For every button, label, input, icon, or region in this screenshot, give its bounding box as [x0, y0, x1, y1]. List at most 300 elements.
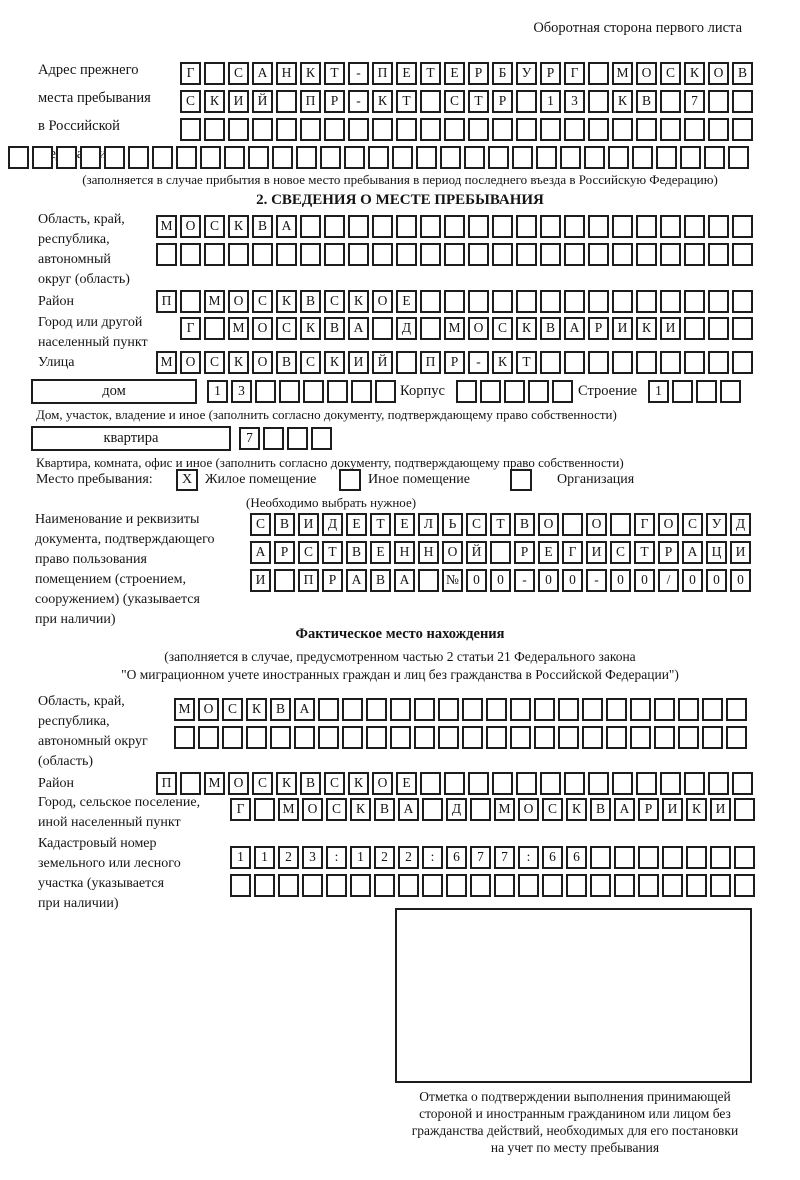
- label-line: населенный пункт: [38, 335, 148, 350]
- char-cell: Ь: [442, 513, 463, 536]
- char-cell: [734, 798, 755, 821]
- char-cell: С: [466, 513, 487, 536]
- char-cell: [590, 846, 611, 869]
- label-line: помещением (строением,: [35, 572, 186, 587]
- char-cell: 0: [706, 569, 727, 592]
- char-cell: [438, 726, 459, 749]
- actual-location-note: [0, 648, 800, 684]
- char-cell: [80, 146, 101, 169]
- char-cell: К: [516, 317, 537, 340]
- actual-region-row-1: [174, 698, 747, 721]
- char-cell: -: [348, 90, 369, 113]
- char-cell: 0: [562, 569, 583, 592]
- char-cell: [200, 146, 221, 169]
- char-cell: [564, 243, 585, 266]
- char-cell: [492, 243, 513, 266]
- char-cell: [494, 874, 515, 897]
- char-cell: [204, 317, 225, 340]
- char-cell: Р: [658, 541, 679, 564]
- char-cell: П: [298, 569, 319, 592]
- char-cell: [398, 874, 419, 897]
- char-cell: Р: [468, 62, 489, 85]
- char-cell: С: [252, 290, 273, 313]
- char-cell: [272, 146, 293, 169]
- actual-settlement-row: [230, 798, 755, 821]
- char-cell: Н: [394, 541, 415, 564]
- char-cell: [558, 726, 579, 749]
- char-cell: С: [610, 541, 631, 564]
- stroenie-cells: [648, 380, 741, 403]
- char-cell: И: [662, 798, 683, 821]
- char-cell: [444, 290, 465, 313]
- char-cell: [422, 874, 443, 897]
- char-cell: [660, 243, 681, 266]
- char-cell: У: [706, 513, 727, 536]
- char-cell: [560, 146, 581, 169]
- char-cell: [372, 243, 393, 266]
- char-cell: [566, 874, 587, 897]
- char-cell: [420, 317, 441, 340]
- char-cell: [156, 243, 177, 266]
- char-cell: Р: [514, 541, 535, 564]
- char-cell: Е: [538, 541, 559, 564]
- char-cell: 0: [634, 569, 655, 592]
- char-cell: Т: [396, 90, 417, 113]
- char-cell: [180, 772, 201, 795]
- label-line: право пользования: [35, 552, 147, 567]
- prev-address-row-4: [8, 146, 749, 169]
- char-cell: [636, 215, 657, 238]
- char-cell: А: [252, 62, 273, 85]
- char-cell: Р: [588, 317, 609, 340]
- char-cell: [486, 698, 507, 721]
- char-cell: [462, 726, 483, 749]
- char-cell: [708, 215, 729, 238]
- char-cell: [606, 726, 627, 749]
- char-cell: [662, 846, 683, 869]
- char-cell: [420, 118, 441, 141]
- label-line: Адрес прежнего: [38, 62, 139, 78]
- char-cell: К: [566, 798, 587, 821]
- char-cell: [254, 798, 275, 821]
- char-cell: [654, 698, 675, 721]
- stay-option-checkbox-residential: X: [176, 469, 198, 491]
- char-cell: [606, 698, 627, 721]
- char-cell: М: [444, 317, 465, 340]
- char-cell: [540, 243, 561, 266]
- char-cell: [348, 215, 369, 238]
- char-cell: 7: [239, 427, 260, 450]
- char-cell: П: [300, 90, 321, 113]
- char-cell: [366, 726, 387, 749]
- char-cell: [612, 243, 633, 266]
- stay-option-checkbox-other: [339, 469, 361, 491]
- char-cell: [684, 243, 705, 266]
- char-cell: Г: [180, 317, 201, 340]
- char-cell: [416, 146, 437, 169]
- char-cell: О: [538, 513, 559, 536]
- char-cell: С: [204, 351, 225, 374]
- stay-option-label-residential: Жилое помещение: [205, 472, 317, 487]
- char-cell: [396, 215, 417, 238]
- char-cell: 7: [494, 846, 515, 869]
- char-cell: [396, 351, 417, 374]
- char-cell: -: [586, 569, 607, 592]
- char-cell: О: [636, 62, 657, 85]
- char-cell: К: [686, 798, 707, 821]
- char-cell: [726, 698, 747, 721]
- char-cell: О: [198, 698, 219, 721]
- stroenie-label: Строение: [578, 383, 638, 399]
- char-cell: Г: [230, 798, 251, 821]
- char-cell: Й: [466, 541, 487, 564]
- char-cell: [662, 874, 683, 897]
- char-cell: [732, 351, 753, 374]
- actual-district-row: [156, 772, 753, 795]
- label-line: гражданства действий, необходимых для его постановки: [411, 1123, 739, 1138]
- char-cell: [654, 726, 675, 749]
- char-cell: О: [518, 798, 539, 821]
- char-cell: -: [514, 569, 535, 592]
- label-line: документа, подтверждающего: [35, 532, 215, 547]
- char-cell: [684, 772, 705, 795]
- char-cell: [612, 290, 633, 313]
- confirmation-stamp-area: [395, 908, 752, 1083]
- char-cell: [536, 146, 557, 169]
- char-cell: Р: [638, 798, 659, 821]
- korpus-label: Корпус: [400, 383, 445, 399]
- char-cell: Г: [562, 541, 583, 564]
- char-cell: [180, 243, 201, 266]
- char-cell: [720, 380, 741, 403]
- char-cell: В: [270, 698, 291, 721]
- char-cell: 6: [542, 846, 563, 869]
- char-cell: [708, 772, 729, 795]
- char-cell: 1: [540, 90, 561, 113]
- char-cell: [318, 698, 339, 721]
- char-cell: [582, 726, 603, 749]
- char-cell: О: [252, 317, 273, 340]
- ownership-doc-row-2: [250, 541, 751, 564]
- char-cell: [128, 146, 149, 169]
- char-cell: [510, 698, 531, 721]
- char-cell: [204, 243, 225, 266]
- char-cell: В: [252, 215, 273, 238]
- char-cell: 1: [254, 846, 275, 869]
- char-cell: [630, 726, 651, 749]
- label-line: земельного или лесного: [38, 856, 181, 871]
- char-cell: М: [156, 215, 177, 238]
- char-cell: [303, 380, 324, 403]
- char-cell: [516, 243, 537, 266]
- char-cell: С: [204, 215, 225, 238]
- label-line: Город или другой: [38, 315, 143, 330]
- char-cell: [444, 772, 465, 795]
- char-cell: О: [180, 351, 201, 374]
- label-line: при наличии): [35, 612, 116, 627]
- char-cell: [228, 243, 249, 266]
- char-cell: Л: [418, 513, 439, 536]
- char-cell: К: [300, 317, 321, 340]
- house-number-cells: [207, 380, 396, 403]
- char-cell: Р: [324, 90, 345, 113]
- char-cell: М: [228, 317, 249, 340]
- char-cell: [263, 427, 284, 450]
- char-cell: [324, 118, 345, 141]
- label-line: республика,: [38, 232, 110, 247]
- char-cell: [588, 215, 609, 238]
- char-cell: Т: [634, 541, 655, 564]
- char-cell: П: [420, 351, 441, 374]
- char-cell: [180, 118, 201, 141]
- korpus-cells: [456, 380, 573, 403]
- char-cell: [468, 215, 489, 238]
- char-cell: [228, 118, 249, 141]
- char-cell: А: [346, 569, 367, 592]
- char-cell: [396, 243, 417, 266]
- char-cell: :: [326, 846, 347, 869]
- char-cell: О: [180, 215, 201, 238]
- label-line: республика,: [38, 714, 110, 729]
- cadastral-row-1: [230, 846, 755, 869]
- char-cell: [342, 698, 363, 721]
- char-cell: К: [246, 698, 267, 721]
- char-cell: О: [586, 513, 607, 536]
- char-cell: А: [682, 541, 703, 564]
- char-cell: [660, 90, 681, 113]
- char-cell: [696, 380, 717, 403]
- char-cell: К: [276, 772, 297, 795]
- label-line: Отметка о подтверждении выполнения принимающей: [419, 1089, 731, 1104]
- char-cell: К: [228, 351, 249, 374]
- char-cell: В: [370, 569, 391, 592]
- char-cell: 1: [648, 380, 669, 403]
- char-cell: [686, 874, 707, 897]
- char-cell: Г: [634, 513, 655, 536]
- char-cell: [392, 146, 413, 169]
- label-line: автономный округ: [38, 734, 148, 749]
- char-cell: [562, 513, 583, 536]
- char-cell: [486, 726, 507, 749]
- char-cell: [462, 698, 483, 721]
- char-cell: [684, 317, 705, 340]
- label-line: Наименование и реквизиты: [35, 512, 200, 527]
- district-label: Район: [38, 294, 74, 309]
- char-cell: [534, 726, 555, 749]
- char-cell: М: [494, 798, 515, 821]
- char-cell: [198, 726, 219, 749]
- label-line: Область, край,: [38, 694, 125, 709]
- apartment-cells: [239, 427, 332, 450]
- char-cell: К: [612, 90, 633, 113]
- char-cell: [678, 698, 699, 721]
- char-cell: О: [228, 290, 249, 313]
- label-line: в Российской: [38, 118, 120, 134]
- char-cell: [366, 698, 387, 721]
- char-cell: И: [730, 541, 751, 564]
- char-cell: [512, 146, 533, 169]
- char-cell: [638, 846, 659, 869]
- char-cell: [678, 726, 699, 749]
- actual-location-title: Фактическое место нахождения: [295, 626, 505, 642]
- char-cell: №: [442, 569, 463, 592]
- city-label: [38, 313, 148, 353]
- stay-option-checkbox-organization: [510, 469, 532, 491]
- char-cell: Р: [274, 541, 295, 564]
- char-cell: [588, 243, 609, 266]
- char-cell: А: [394, 569, 415, 592]
- char-cell: [588, 290, 609, 313]
- char-cell: [516, 118, 537, 141]
- char-cell: С: [326, 798, 347, 821]
- char-cell: [470, 874, 491, 897]
- char-cell: [588, 351, 609, 374]
- char-cell: [230, 874, 251, 897]
- char-cell: К: [492, 351, 513, 374]
- label-line: Область, край,: [38, 212, 125, 227]
- label-line: на учет по месту пребывания: [490, 1140, 660, 1155]
- char-cell: [348, 118, 369, 141]
- char-cell: [702, 726, 723, 749]
- char-cell: Н: [276, 62, 297, 85]
- char-cell: [564, 290, 585, 313]
- char-cell: [732, 290, 753, 313]
- char-cell: [726, 726, 747, 749]
- char-cell: [534, 698, 555, 721]
- char-cell: [516, 772, 537, 795]
- district-row: [156, 290, 753, 313]
- char-cell: Е: [396, 772, 417, 795]
- char-cell: Р: [322, 569, 343, 592]
- char-cell: [440, 146, 461, 169]
- char-cell: [588, 62, 609, 85]
- char-cell: [324, 243, 345, 266]
- char-cell: Е: [370, 541, 391, 564]
- char-cell: С: [228, 62, 249, 85]
- char-cell: [252, 243, 273, 266]
- char-cell: А: [398, 798, 419, 821]
- char-cell: [224, 146, 245, 169]
- char-cell: Й: [372, 351, 393, 374]
- char-cell: 2: [398, 846, 419, 869]
- char-cell: [492, 772, 513, 795]
- char-cell: [276, 118, 297, 141]
- char-cell: [420, 290, 441, 313]
- char-cell: Е: [396, 62, 417, 85]
- char-cell: [614, 846, 635, 869]
- char-cell: 1: [230, 846, 251, 869]
- char-cell: Д: [396, 317, 417, 340]
- label-line: участка (указывается: [38, 876, 165, 891]
- char-cell: [180, 290, 201, 313]
- label-line: места пребывания: [38, 90, 151, 106]
- char-cell: [468, 243, 489, 266]
- char-cell: [584, 146, 605, 169]
- char-cell: Н: [418, 541, 439, 564]
- char-cell: [610, 513, 631, 536]
- char-cell: [702, 698, 723, 721]
- char-cell: Е: [346, 513, 367, 536]
- char-cell: [686, 846, 707, 869]
- char-cell: М: [612, 62, 633, 85]
- char-cell: [660, 351, 681, 374]
- char-cell: А: [276, 215, 297, 238]
- char-cell: Т: [516, 351, 537, 374]
- char-cell: [516, 215, 537, 238]
- char-cell: О: [372, 772, 393, 795]
- region-row-1: [156, 215, 753, 238]
- char-cell: [488, 146, 509, 169]
- char-cell: [590, 874, 611, 897]
- char-cell: В: [514, 513, 535, 536]
- actual-settlement-label: [38, 793, 200, 833]
- char-cell: Й: [252, 90, 273, 113]
- char-cell: И: [612, 317, 633, 340]
- char-cell: [612, 772, 633, 795]
- char-cell: К: [372, 90, 393, 113]
- char-cell: [492, 215, 513, 238]
- char-cell: О: [708, 62, 729, 85]
- char-cell: Г: [564, 62, 585, 85]
- char-cell: [302, 874, 323, 897]
- char-cell: А: [348, 317, 369, 340]
- char-cell: :: [518, 846, 539, 869]
- char-cell: [375, 380, 396, 403]
- char-cell: [468, 118, 489, 141]
- char-cell: [204, 118, 225, 141]
- char-cell: В: [636, 90, 657, 113]
- char-cell: Т: [322, 541, 343, 564]
- char-cell: [710, 874, 731, 897]
- city-row: [180, 317, 753, 340]
- char-cell: М: [204, 290, 225, 313]
- char-cell: Б: [492, 62, 513, 85]
- char-cell: И: [298, 513, 319, 536]
- char-cell: [660, 290, 681, 313]
- char-cell: [680, 146, 701, 169]
- char-cell: [470, 798, 491, 821]
- char-cell: [32, 146, 53, 169]
- page-side-note: Оборотная сторона первого листа: [533, 20, 742, 36]
- char-cell: [176, 146, 197, 169]
- char-cell: [254, 874, 275, 897]
- label-line: стороной и иностранным гражданином или лицом без: [419, 1106, 731, 1121]
- char-cell: [344, 146, 365, 169]
- ownership-doc-row-3: [250, 569, 751, 592]
- char-cell: В: [590, 798, 611, 821]
- char-cell: [542, 874, 563, 897]
- char-cell: М: [204, 772, 225, 795]
- char-cell: 0: [730, 569, 751, 592]
- region-label: [38, 210, 130, 290]
- stay-type-label: Место пребывания:: [36, 472, 153, 487]
- char-cell: -: [468, 351, 489, 374]
- char-cell: [540, 351, 561, 374]
- char-cell: У: [516, 62, 537, 85]
- char-cell: [630, 698, 651, 721]
- char-cell: [348, 243, 369, 266]
- char-cell: [708, 243, 729, 266]
- char-cell: [480, 380, 501, 403]
- char-cell: [656, 146, 677, 169]
- char-cell: [728, 146, 749, 169]
- char-cell: [320, 146, 341, 169]
- char-cell: [540, 772, 561, 795]
- char-cell: [104, 146, 125, 169]
- char-cell: [420, 243, 441, 266]
- char-cell: 2: [278, 846, 299, 869]
- char-cell: [518, 874, 539, 897]
